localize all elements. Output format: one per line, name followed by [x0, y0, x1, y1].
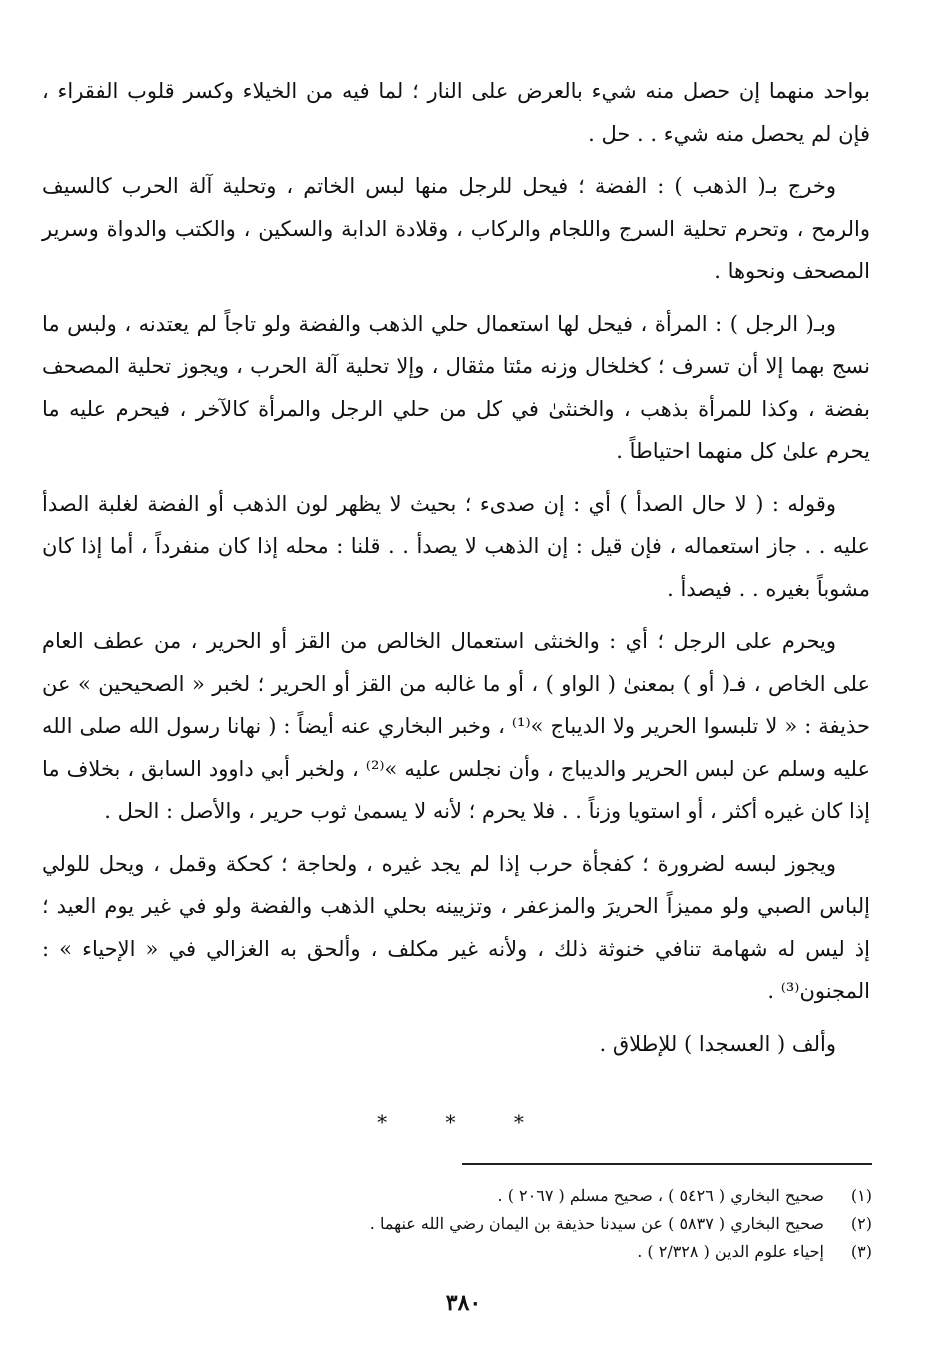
- footnote-number: (١): [850, 1186, 872, 1205]
- main-text: [42, 70, 870, 1075]
- paragraph-1: بواحد منهما إن حصل منه شيء بالعرض على النار ؛ لما فيه من الخيلاء وكسر قلوب الفقراء ، فإن لم يحصل منه شيء . . حل .: [42, 79, 870, 146]
- footnote-3: [42, 1238, 872, 1266]
- page-number: ٣٨٠: [445, 1290, 482, 1316]
- section-separator: * * *: [377, 1110, 550, 1134]
- paragraph-5: ويحرم على الرجل ؛ أي : والخنثى استعمال الخالص من القز أو الحرير ، من عطف العام على الخاص ، فـ( أو ) بمعنىٰ ( الواو ) ، أو ما غالبه من القز أو الحرير ؛ لخبر « الصحيحين » عن حذيفة : « لا تلبسوا الحرير ولا الديباج »⁽¹⁾ ، وخبر البخاري عنه أيضاً : ( نهانا رسول الله صلى الله عليه وسلم عن لبس الحرير والديباج ، وأن نجلس عليه »⁽²⁾ ، ولخبر أبي داوود السابق ، بخلاف ما إذا كان غيره أكثر ، أو استويا وزناً . . فلا يحرم ؛ لأنه لا يسمىٰ ثوب حرير ، والأصل : الحل .: [42, 629, 871, 823]
- footnote-2: [42, 1210, 872, 1238]
- footnote-number: (٣): [850, 1242, 872, 1261]
- paragraph-4: وقوله : ( لا حال الصدأ ) أي : إن صدىء ؛ بحيث لا يظهر لون الذهب أو الفضة لغلبة الصدأ عليه . . جاز استعماله ، فإن قيل : إن الذهب لا يصدأ . . قلنا : محله إذا كان منفرداً ، أما إذا كان مشوباً بغيره . . فيصدأ .: [42, 491, 870, 601]
- footnote-1: [42, 1182, 872, 1210]
- footnote-text: صحيح البخاري ( ٥٤٢٦ ) ، صحيح مسلم ( ٢٠٦٧ ) .: [497, 1186, 824, 1205]
- paragraph-3: وبـ( الرجل ) : المرأة ، فيحل لها استعمال حلي الذهب والفضة ولو تاجاً لم يعتدنه ، ولبس ما نسج بهما إلا أن تسرف ؛ كخلخال وزنه مئتا مثقال ، وإلا تحلية آلة الحرب ، ويجوز تحلية المصحف بفضة ، وكذا للمرأة بذهب ، والخنثىٰ في كل من حلي الرجل والمرأة كالآخر ، فيحرم عليه ما يحرم علىٰ كل منهما احتياطاً .: [42, 311, 870, 463]
- paragraph-7: وألف ( العسجدا ) للإطلاق .: [599, 1031, 836, 1056]
- footnote-number: (٢): [850, 1214, 872, 1233]
- footnote-divider: [462, 1163, 872, 1165]
- paragraph-6: ويجوز لبسه لضرورة ؛ كفجأة حرب إذا لم يجد غيره ، ولحاجة ؛ كحكة وقمل ، ويحل للولي إلباس الصبي ولو مميزاً الحريرَ والمزعفر ، وتزيينه بحلي الذهب والفضة ولو في غير يوم العيد ؛ إذ ليس له شهامة تنافي خنوثة ذلك ، ولأنه غير مكلف ، وألحق به الغزالي في « الإحياء » : المجنون⁽³⁾ .: [42, 851, 870, 1003]
- footnotes: [42, 1182, 872, 1266]
- footnote-text: صحيح البخاري ( ٥٨٣٧ ) عن سيدنا حذيفة بن اليمان رضي الله عنهما .: [369, 1214, 824, 1233]
- paragraph-2: وخرج بـ( الذهب ) : الفضة ؛ فيحل للرجل منها لبس الخاتم ، وتحلية آلة الحرب كالسيف والرمح ، وتحرم تحلية السرج واللجام والركاب ، وقلادة الدابة والسكين ، والكتب والدواة وسرير المصحف ونحوها .: [42, 174, 870, 283]
- footnote-text: إحياء علوم الدين ( ٢/٣٢٨ ) .: [637, 1242, 824, 1261]
